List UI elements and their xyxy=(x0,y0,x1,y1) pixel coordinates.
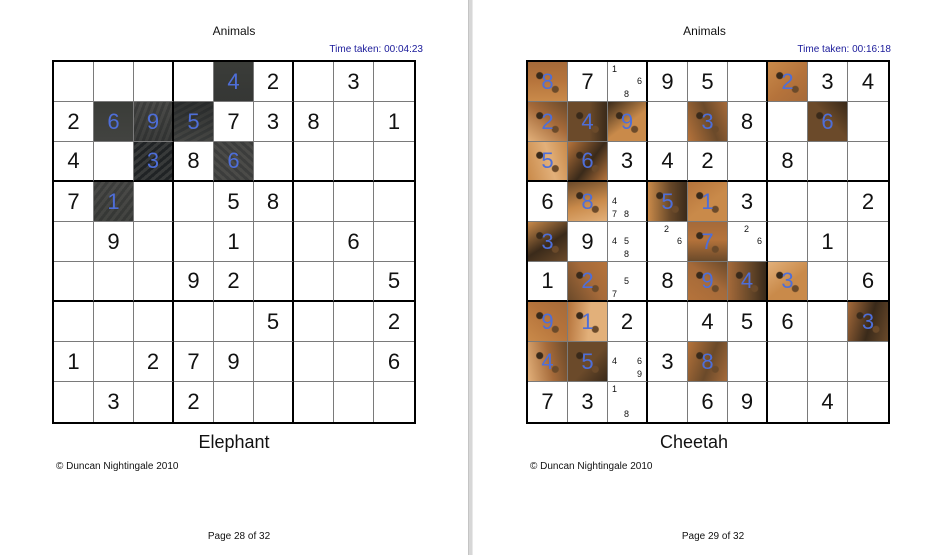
cell-digit: 6 xyxy=(581,148,594,173)
cell-digit: 3 xyxy=(266,108,280,134)
sudoku-cell[interactable] xyxy=(688,382,728,422)
sudoku-cell[interactable] xyxy=(334,62,374,102)
sudoku-cell[interactable] xyxy=(334,302,374,342)
cell-digit: 6 xyxy=(387,348,401,374)
sudoku-cell[interactable] xyxy=(94,142,134,182)
sudoku-cell[interactable] xyxy=(174,182,214,222)
sudoku-cell[interactable] xyxy=(648,142,688,182)
sudoku-cell[interactable] xyxy=(214,342,254,382)
pencil-mark: 1 xyxy=(612,64,618,74)
sudoku-cell[interactable] xyxy=(768,142,808,182)
sudoku-cell[interactable] xyxy=(768,102,808,142)
cell-digit: 5 xyxy=(740,308,754,334)
cell-digit: 5 xyxy=(187,108,200,134)
cell-digit: 8 xyxy=(307,108,320,134)
sudoku-cell[interactable] xyxy=(54,302,94,342)
sudoku-cell[interactable] xyxy=(134,102,174,142)
cell-digit: 2 xyxy=(227,268,240,293)
sudoku-cell[interactable] xyxy=(134,222,174,262)
sudoku-cell[interactable] xyxy=(728,262,768,302)
sudoku-cell[interactable] xyxy=(94,302,134,342)
pencil-mark: 2 xyxy=(744,224,750,234)
sudoku-cell[interactable] xyxy=(294,182,334,222)
cell-digit: 2 xyxy=(620,308,634,334)
sudoku-cell[interactable] xyxy=(688,302,728,342)
cell-digit: 6 xyxy=(347,228,360,254)
sudoku-cell[interactable] xyxy=(374,302,414,342)
pencil-mark: 4 xyxy=(612,356,618,366)
sudoku-cell[interactable] xyxy=(848,222,888,262)
sudoku-cell[interactable] xyxy=(808,142,848,182)
pencil-mark: 6 xyxy=(757,236,763,246)
cell-digit: 5 xyxy=(266,308,280,334)
sudoku-cell[interactable] xyxy=(54,222,94,262)
cell-digit: 9 xyxy=(146,108,160,134)
cell-digit: 4 xyxy=(821,389,834,414)
sudoku-cell[interactable] xyxy=(608,62,648,102)
sudoku-cell[interactable] xyxy=(568,142,608,182)
sudoku-cell[interactable] xyxy=(688,262,728,302)
sudoku-cell[interactable] xyxy=(808,342,848,382)
sudoku-cell[interactable] xyxy=(254,142,294,182)
cell-digit: 9 xyxy=(620,108,634,134)
cell-digit: 6 xyxy=(821,108,834,134)
sudoku-cell[interactable] xyxy=(134,302,174,342)
puzzle-name: Elephant xyxy=(198,432,270,452)
sudoku-cell[interactable] xyxy=(848,142,888,182)
cell-digit: 2 xyxy=(581,268,594,293)
sudoku-cell[interactable] xyxy=(334,382,374,422)
sudoku-cell[interactable] xyxy=(254,182,294,222)
sudoku-cell[interactable] xyxy=(688,342,728,382)
sudoku-cell[interactable] xyxy=(608,222,648,262)
sudoku-cell[interactable] xyxy=(568,222,608,262)
sudoku-cell[interactable] xyxy=(214,302,254,342)
sudoku-cell[interactable] xyxy=(54,342,94,382)
sudoku-cell[interactable] xyxy=(768,302,808,342)
sudoku-cell[interactable] xyxy=(214,182,254,222)
cell-digit: 1 xyxy=(581,308,594,334)
sudoku-cell[interactable] xyxy=(848,302,888,342)
sudoku-cell[interactable] xyxy=(648,102,688,142)
sudoku-cell[interactable] xyxy=(294,342,334,382)
sudoku-cell[interactable] xyxy=(94,62,134,102)
sudoku-cell[interactable] xyxy=(528,302,568,342)
cell-digit: 8 xyxy=(701,348,714,374)
cell-digit: 1 xyxy=(107,188,120,214)
sudoku-cell[interactable] xyxy=(374,342,414,382)
sudoku-grid xyxy=(526,60,890,424)
pencil-mark: 4 xyxy=(612,196,618,206)
cell-digit: 1 xyxy=(541,268,554,293)
cell-digit: 3 xyxy=(620,148,634,173)
pencil-mark: 6 xyxy=(637,356,643,366)
cell-digit: 4 xyxy=(227,68,240,94)
cell-digit: 5 xyxy=(661,188,674,214)
copyright-notice: © Duncan Nightingale 2010 xyxy=(530,461,653,472)
sudoku-cell[interactable] xyxy=(134,182,174,222)
sudoku-cell[interactable] xyxy=(94,342,134,382)
cell-digit: 9 xyxy=(187,268,200,293)
sudoku-cell[interactable] xyxy=(848,262,888,302)
sudoku-cell[interactable] xyxy=(808,382,848,422)
sudoku-cell[interactable] xyxy=(294,222,334,262)
sudoku-cell[interactable] xyxy=(214,142,254,182)
sudoku-cell[interactable] xyxy=(294,302,334,342)
sudoku-cell[interactable] xyxy=(568,302,608,342)
sudoku-cell[interactable] xyxy=(528,342,568,382)
pencil-mark: 5 xyxy=(624,276,630,286)
sudoku-cell[interactable] xyxy=(374,262,414,302)
cell-digit: 2 xyxy=(266,68,280,94)
sudoku-cell[interactable] xyxy=(528,102,568,142)
pencil-mark: 8 xyxy=(624,409,630,419)
sudoku-cell[interactable] xyxy=(768,342,808,382)
sudoku-cell[interactable] xyxy=(134,342,174,382)
sudoku-cell[interactable] xyxy=(648,262,688,302)
sudoku-cell[interactable] xyxy=(54,262,94,302)
cell-digit: 7 xyxy=(541,389,554,414)
cell-digit: 5 xyxy=(701,68,714,94)
cell-digit: 4 xyxy=(701,308,714,334)
cell-digit: 7 xyxy=(67,188,80,214)
pencil-mark: 8 xyxy=(624,209,630,219)
page-header: Animals xyxy=(683,24,726,38)
sudoku-cell[interactable] xyxy=(688,222,728,262)
cell-digit: 1 xyxy=(67,348,80,374)
cell-digit: 9 xyxy=(107,228,120,254)
sudoku-cell[interactable] xyxy=(54,102,94,142)
cell-digit: 7 xyxy=(581,68,594,94)
sudoku-cell[interactable] xyxy=(768,182,808,222)
sudoku-cell[interactable] xyxy=(608,102,648,142)
cell-digit: 4 xyxy=(740,268,754,293)
page-number: Page 28 of 32 xyxy=(207,531,271,542)
cell-digit: 3 xyxy=(581,389,594,414)
sudoku-cell[interactable] xyxy=(648,382,688,422)
cell-digit: 3 xyxy=(701,108,714,134)
cell-digit: 8 xyxy=(266,188,280,214)
sudoku-cell[interactable] xyxy=(254,382,294,422)
sudoku-cell[interactable] xyxy=(568,382,608,422)
sudoku-cell[interactable] xyxy=(134,142,174,182)
page-number: Page 29 of 32 xyxy=(681,531,745,542)
sudoku-cell[interactable] xyxy=(294,102,334,142)
sudoku-cell[interactable] xyxy=(608,262,648,302)
sudoku-cell[interactable] xyxy=(808,302,848,342)
cell-digit: 6 xyxy=(541,188,554,214)
cell-digit: 8 xyxy=(581,188,594,214)
sudoku-cell[interactable] xyxy=(214,222,254,262)
cell-digit: 3 xyxy=(146,148,160,173)
cell-digit: 3 xyxy=(661,348,674,374)
cell-digit: 9 xyxy=(661,68,674,94)
sudoku-cell[interactable] xyxy=(728,382,768,422)
sudoku-cell[interactable] xyxy=(334,342,374,382)
sudoku-cell[interactable] xyxy=(254,262,294,302)
cell-digit: 7 xyxy=(701,228,714,254)
cell-digit: 3 xyxy=(781,268,794,293)
cell-digit: 1 xyxy=(387,108,401,134)
cell-digit: 5 xyxy=(227,188,240,214)
sudoku-grid xyxy=(52,60,416,424)
sudoku-cell[interactable] xyxy=(608,182,648,222)
pencil-mark: 7 xyxy=(612,289,618,299)
cell-digit: 3 xyxy=(107,389,120,414)
cell-digit: 3 xyxy=(541,228,554,254)
sudoku-cell[interactable] xyxy=(808,262,848,302)
cell-digit: 5 xyxy=(581,348,594,374)
sudoku-cell[interactable] xyxy=(848,342,888,382)
sudoku-cell[interactable] xyxy=(254,222,294,262)
cell-digit: 2 xyxy=(701,148,714,173)
sudoku-cell[interactable] xyxy=(528,182,568,222)
sudoku-cell[interactable] xyxy=(728,142,768,182)
cell-digit: 6 xyxy=(781,308,794,334)
sudoku-cell[interactable] xyxy=(768,382,808,422)
sudoku-cell[interactable] xyxy=(54,62,94,102)
sudoku-cell[interactable] xyxy=(648,222,688,262)
cell-digit: 7 xyxy=(187,348,200,374)
sudoku-cell[interactable] xyxy=(568,182,608,222)
sudoku-cell[interactable] xyxy=(174,142,214,182)
cell-digit: 2 xyxy=(541,108,554,134)
sudoku-cell[interactable] xyxy=(768,262,808,302)
sudoku-cell[interactable] xyxy=(94,102,134,142)
cell-digit: 9 xyxy=(227,348,240,374)
cell-digit: 1 xyxy=(227,228,240,254)
sudoku-cell[interactable] xyxy=(728,62,768,102)
sudoku-cell[interactable] xyxy=(94,382,134,422)
cell-digit: 2 xyxy=(187,389,200,414)
sudoku-cell[interactable] xyxy=(568,262,608,302)
sudoku-cell[interactable] xyxy=(174,222,214,262)
cell-digit: 5 xyxy=(387,268,401,293)
copyright-notice: © Duncan Nightingale 2010 xyxy=(56,461,179,472)
pencil-mark: 6 xyxy=(677,236,683,246)
sudoku-cell[interactable] xyxy=(374,142,414,182)
sudoku-cell[interactable] xyxy=(374,182,414,222)
cell-digit: 2 xyxy=(861,188,875,214)
sudoku-cell[interactable] xyxy=(608,342,648,382)
pencil-mark: 7 xyxy=(612,209,618,219)
sudoku-cell[interactable] xyxy=(214,102,254,142)
cell-digit: 6 xyxy=(107,108,120,134)
sudoku-cell[interactable] xyxy=(808,102,848,142)
sudoku-cell[interactable] xyxy=(608,302,648,342)
sudoku-cell[interactable] xyxy=(608,142,648,182)
pencil-mark: 1 xyxy=(612,384,618,394)
sudoku-cell[interactable] xyxy=(528,62,568,102)
pencil-mark: 8 xyxy=(624,89,630,99)
sudoku-cell[interactable] xyxy=(728,182,768,222)
sudoku-cell[interactable] xyxy=(808,222,848,262)
sudoku-cell[interactable] xyxy=(374,102,414,142)
cell-digit: 3 xyxy=(821,68,834,94)
cell-digit: 1 xyxy=(821,228,834,254)
pencil-mark: 9 xyxy=(637,369,643,379)
sudoku-cell[interactable] xyxy=(334,262,374,302)
sudoku-cell[interactable] xyxy=(688,102,728,142)
sudoku-cell[interactable] xyxy=(54,382,94,422)
puzzle-page-right xyxy=(473,0,936,555)
cell-digit: 3 xyxy=(347,68,360,94)
sudoku-cell[interactable] xyxy=(254,342,294,382)
cell-digit: 1 xyxy=(701,188,714,214)
sudoku-cell[interactable] xyxy=(374,382,414,422)
sudoku-cell[interactable] xyxy=(174,102,214,142)
sudoku-cell[interactable] xyxy=(134,382,174,422)
puzzle-name: Cheetah xyxy=(659,432,729,452)
sudoku-cell[interactable] xyxy=(334,142,374,182)
cell-digit: 5 xyxy=(541,148,554,173)
cell-digit: 6 xyxy=(227,148,240,173)
cell-digit: 4 xyxy=(861,68,875,94)
cell-digit: 4 xyxy=(581,108,594,134)
sudoku-cell[interactable] xyxy=(134,62,174,102)
sudoku-cell[interactable] xyxy=(528,262,568,302)
sudoku-cell[interactable] xyxy=(374,62,414,102)
pencil-mark: 4 xyxy=(612,236,618,246)
sudoku-cell[interactable] xyxy=(728,102,768,142)
sudoku-cell[interactable] xyxy=(768,62,808,102)
cell-digit: 8 xyxy=(740,108,754,134)
sudoku-cell[interactable] xyxy=(688,142,728,182)
sudoku-cell[interactable] xyxy=(648,342,688,382)
sudoku-cell[interactable] xyxy=(648,62,688,102)
cell-digit: 6 xyxy=(861,268,875,293)
sudoku-cell[interactable] xyxy=(568,342,608,382)
cell-digit: 4 xyxy=(541,348,554,374)
sudoku-cell[interactable] xyxy=(174,302,214,342)
pencil-mark: 8 xyxy=(624,249,630,259)
sudoku-cell[interactable] xyxy=(94,222,134,262)
sudoku-cell[interactable] xyxy=(728,222,768,262)
cell-digit: 2 xyxy=(146,348,160,374)
sudoku-cell[interactable] xyxy=(214,62,254,102)
sudoku-cell[interactable] xyxy=(608,382,648,422)
cell-digit: 9 xyxy=(581,228,594,254)
cell-digit: 2 xyxy=(387,308,401,334)
sudoku-cell[interactable] xyxy=(848,382,888,422)
cell-digit: 4 xyxy=(661,148,674,173)
sudoku-cell[interactable] xyxy=(254,102,294,142)
sudoku-cell[interactable] xyxy=(728,342,768,382)
cell-digit: 7 xyxy=(227,108,240,134)
sudoku-cell[interactable] xyxy=(214,262,254,302)
cell-digit: 8 xyxy=(661,268,674,293)
sudoku-cell[interactable] xyxy=(374,222,414,262)
sudoku-cell[interactable] xyxy=(214,382,254,422)
pencil-mark: 2 xyxy=(664,224,670,234)
sudoku-cell[interactable] xyxy=(648,302,688,342)
sudoku-cell[interactable] xyxy=(808,62,848,102)
sudoku-cell[interactable] xyxy=(174,382,214,422)
cell-digit: 2 xyxy=(781,68,794,94)
cell-digit: 3 xyxy=(861,308,875,334)
sudoku-cell[interactable] xyxy=(848,62,888,102)
sudoku-cell[interactable] xyxy=(568,102,608,142)
sudoku-cell[interactable] xyxy=(94,262,134,302)
sudoku-cell[interactable] xyxy=(648,182,688,222)
page-header: Animals xyxy=(212,24,256,38)
cell-digit: 2 xyxy=(67,108,80,134)
sudoku-cell[interactable] xyxy=(94,182,134,222)
sudoku-cell[interactable] xyxy=(528,222,568,262)
sudoku-cell[interactable] xyxy=(54,182,94,222)
sudoku-cell[interactable] xyxy=(688,182,728,222)
cell-digit: 4 xyxy=(67,148,80,173)
sudoku-cell[interactable] xyxy=(54,142,94,182)
cell-digit: 8 xyxy=(541,68,554,94)
pencil-mark: 6 xyxy=(637,76,643,86)
sudoku-cell[interactable] xyxy=(294,262,334,302)
sudoku-cell[interactable] xyxy=(568,62,608,102)
sudoku-cell[interactable] xyxy=(334,182,374,222)
sudoku-cell[interactable] xyxy=(848,182,888,222)
pencil-mark: 5 xyxy=(624,236,630,246)
sudoku-cell[interactable] xyxy=(294,142,334,182)
cell-digit: 8 xyxy=(781,148,794,173)
sudoku-cell[interactable] xyxy=(174,342,214,382)
sudoku-cell[interactable] xyxy=(528,382,568,422)
sudoku-cell[interactable] xyxy=(294,62,334,102)
cell-digit: 8 xyxy=(187,148,200,173)
time-taken: Time taken: 00:04:23 xyxy=(329,44,423,55)
sudoku-cell[interactable] xyxy=(528,142,568,182)
sudoku-cell[interactable] xyxy=(848,102,888,142)
sudoku-cell[interactable] xyxy=(808,182,848,222)
sudoku-cell[interactable] xyxy=(174,62,214,102)
sudoku-cell[interactable] xyxy=(254,62,294,102)
cell-digit: 9 xyxy=(541,308,554,334)
sudoku-cell[interactable] xyxy=(334,222,374,262)
sudoku-cell[interactable] xyxy=(728,302,768,342)
cell-digit: 9 xyxy=(701,268,714,293)
cell-digit: 3 xyxy=(740,188,754,214)
sudoku-cell[interactable] xyxy=(294,382,334,422)
sudoku-cell[interactable] xyxy=(768,222,808,262)
sudoku-cell[interactable] xyxy=(688,62,728,102)
sudoku-cell[interactable] xyxy=(134,262,174,302)
time-taken: Time taken: 00:16:18 xyxy=(797,44,891,55)
cell-digit: 6 xyxy=(701,389,714,414)
sudoku-cell[interactable] xyxy=(334,102,374,142)
sudoku-cell[interactable] xyxy=(174,262,214,302)
cell-digit: 9 xyxy=(740,389,754,414)
sudoku-cell[interactable] xyxy=(254,302,294,342)
